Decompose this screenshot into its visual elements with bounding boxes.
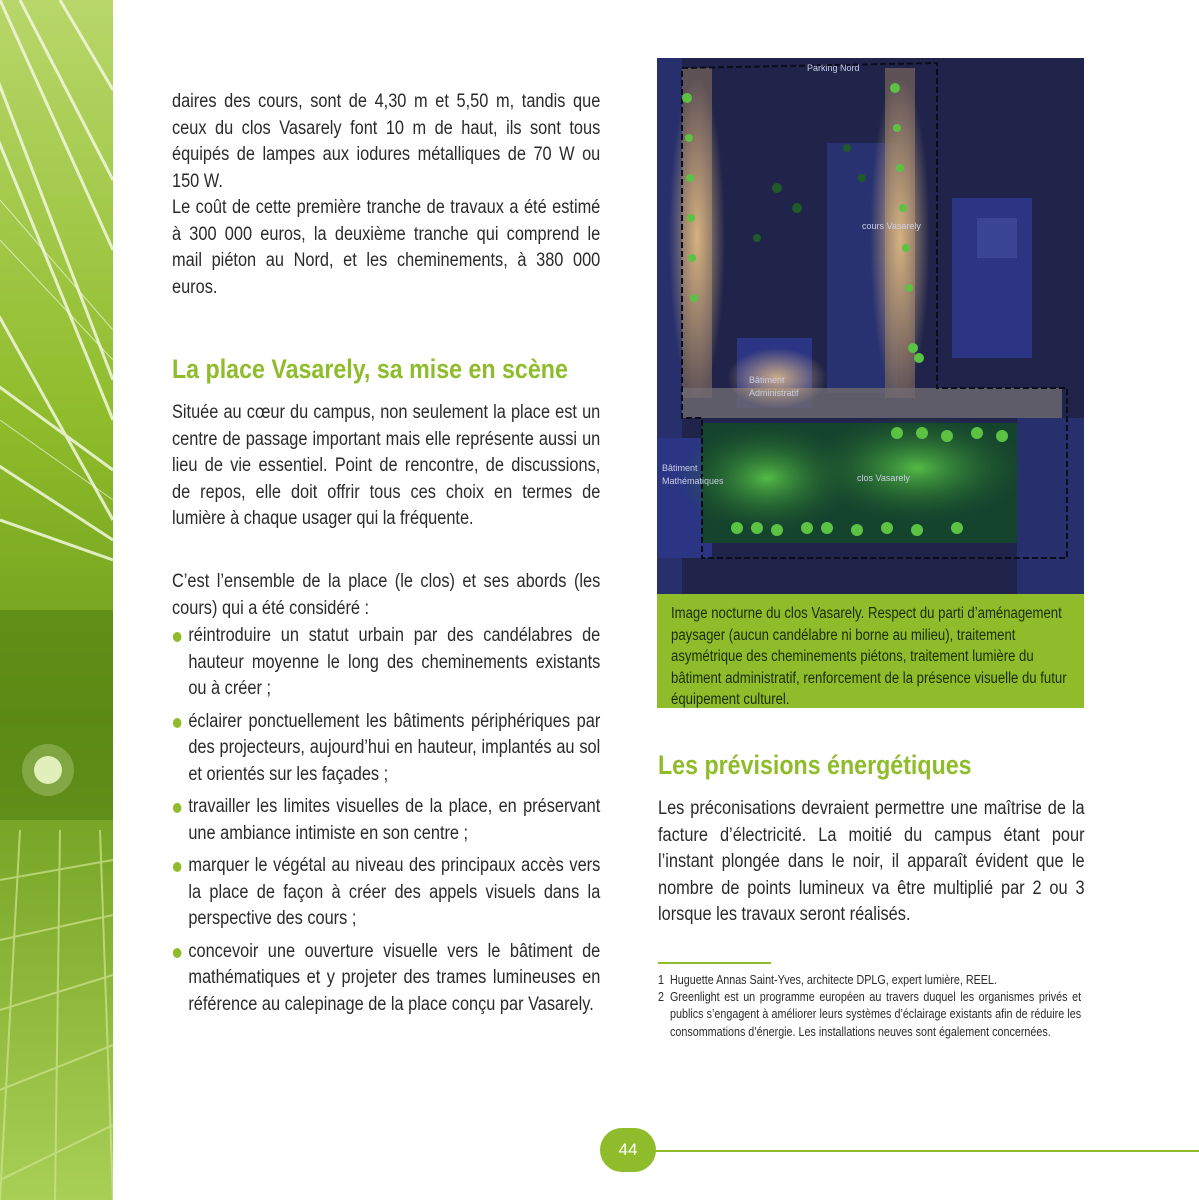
cost-paragraph: Le coût de cette première tranche de travaux a été estimé à 300 000 euros, la deuxième tranche qui comprend le mail piéton au Nord, et les cheminements, à 380 000 euros. — [172, 197, 601, 298]
map-label-admin-1: Bâtiment — [749, 375, 785, 385]
bullet-dot-icon — [173, 803, 182, 813]
bullet-dot-icon — [173, 632, 182, 642]
footnote-divider — [658, 962, 771, 964]
map-label-parking: Parking Nord — [807, 63, 860, 73]
footnote-number: 2 — [658, 990, 664, 1005]
map-label-admin-2: Administratif — [749, 388, 799, 398]
list-item: réintroduire un statut urbain par des candélabres de hauteur moyenne le long des cheminements existants ou à créer ; — [172, 623, 600, 703]
architecture-night-photo — [0, 0, 113, 1200]
map-label-clos: clos Vasarely — [857, 473, 910, 483]
footnote — [658, 989, 1081, 1041]
section-heading-place-vasarely: La place Vasarely, sa mise en scène — [172, 354, 568, 384]
map-label-cours: cours Vasarely — [862, 221, 921, 231]
intro-paragraph: daires des cours, sont de 4,30 m et 5,50 m, tandis que ceux du clos Vasarely font 10 m de haut, ils sont tous équipés de lampes aux iodures métalliques de 70 W ou 150 W. — [172, 91, 601, 192]
place-paragraph-1: Située au cœur du campus, non seulement la place est un centre de passage important mais elle représente aussi un lieu de vie essentiel. Point de rencontre, de discussions, de repos, elle doit offrir tous ces choix en termes de lumière à chaque usager qui la fréquente. — [172, 402, 601, 529]
footnotes — [658, 972, 1081, 1041]
list-item: travailler les limites visuelles de la place, en préservant une ambiance intimiste en son centre ; — [172, 794, 600, 847]
footnote-text: Huguette Annas Saint-Yves, architecte DPLG, expert lumière, REEL. — [670, 973, 997, 987]
page-number: 44 — [600, 1128, 656, 1172]
bullet-dot-icon — [173, 718, 182, 728]
list-item: éclairer ponctuellement les bâtiments périphériques par des projecteurs, aujourd’hui en hauteur, implantés au sol et orientés sur les façades ; — [172, 709, 600, 789]
night-site-plan-image — [657, 58, 1084, 594]
energy-paragraph: Les préconisations devraient permettre une maîtrise de la facture d’électricité. La moitié du campus étant pour l’instant plongée dans le noir, il apparaît évident que le nombre de points lumineux va être multiplié par 2 ou 3 lorsque les travaux seront réalisés. — [658, 798, 1085, 925]
place-paragraph-2: C’est l’ensemble de la place (le clos) et ses abords (les cours) qui a été considéré : — [172, 571, 601, 619]
site-plan-drawing — [657, 58, 1084, 594]
bullet-dot-icon — [173, 948, 182, 958]
list-item: concevoir une ouverture visuelle vers le bâtiment de mathématiques et y projeter des trames lumineuses en référence au calepinage de la place conçu par Vasarely. — [172, 939, 600, 1019]
bullet-dot-icon — [173, 862, 182, 872]
bullet-list — [172, 623, 600, 1024]
map-label-math-1: Bâtiment — [662, 463, 698, 473]
figure-caption: Image nocturne du clos Vasarely. Respect du parti d’aménagement paysager (aucun candélabre ni borne au milieu), traitement asymétrique des cheminements piétons, traitement lumière du bâtiment administratif, renforcement de la présence visuelle du futur équipement culturel. — [671, 605, 1067, 708]
figure-caption-box — [657, 594, 1084, 708]
footnote-number: 1 — [658, 973, 664, 987]
map-figure — [657, 58, 1084, 708]
footnote-text: Greenlight est un programme européen au travers duquel les organismes privés et publics s’engagent à améliorer leurs systèmes d’éclairage existants afin de réduire les consommations d’énergie. Les installations neuves sont également concernées. — [670, 990, 1082, 1039]
footnote — [658, 972, 1081, 989]
decorative-photo-strip — [0, 0, 113, 1200]
map-label-math-2: Mathématiques — [662, 476, 724, 486]
list-item: marquer le végétal au niveau des principaux accès vers la place de façon à créer des appels visuels dans la perspective des cours ; — [172, 853, 600, 933]
page-number-rule — [610, 1150, 1199, 1152]
section-heading-previsions: Les prévisions énergétiques — [658, 750, 972, 780]
